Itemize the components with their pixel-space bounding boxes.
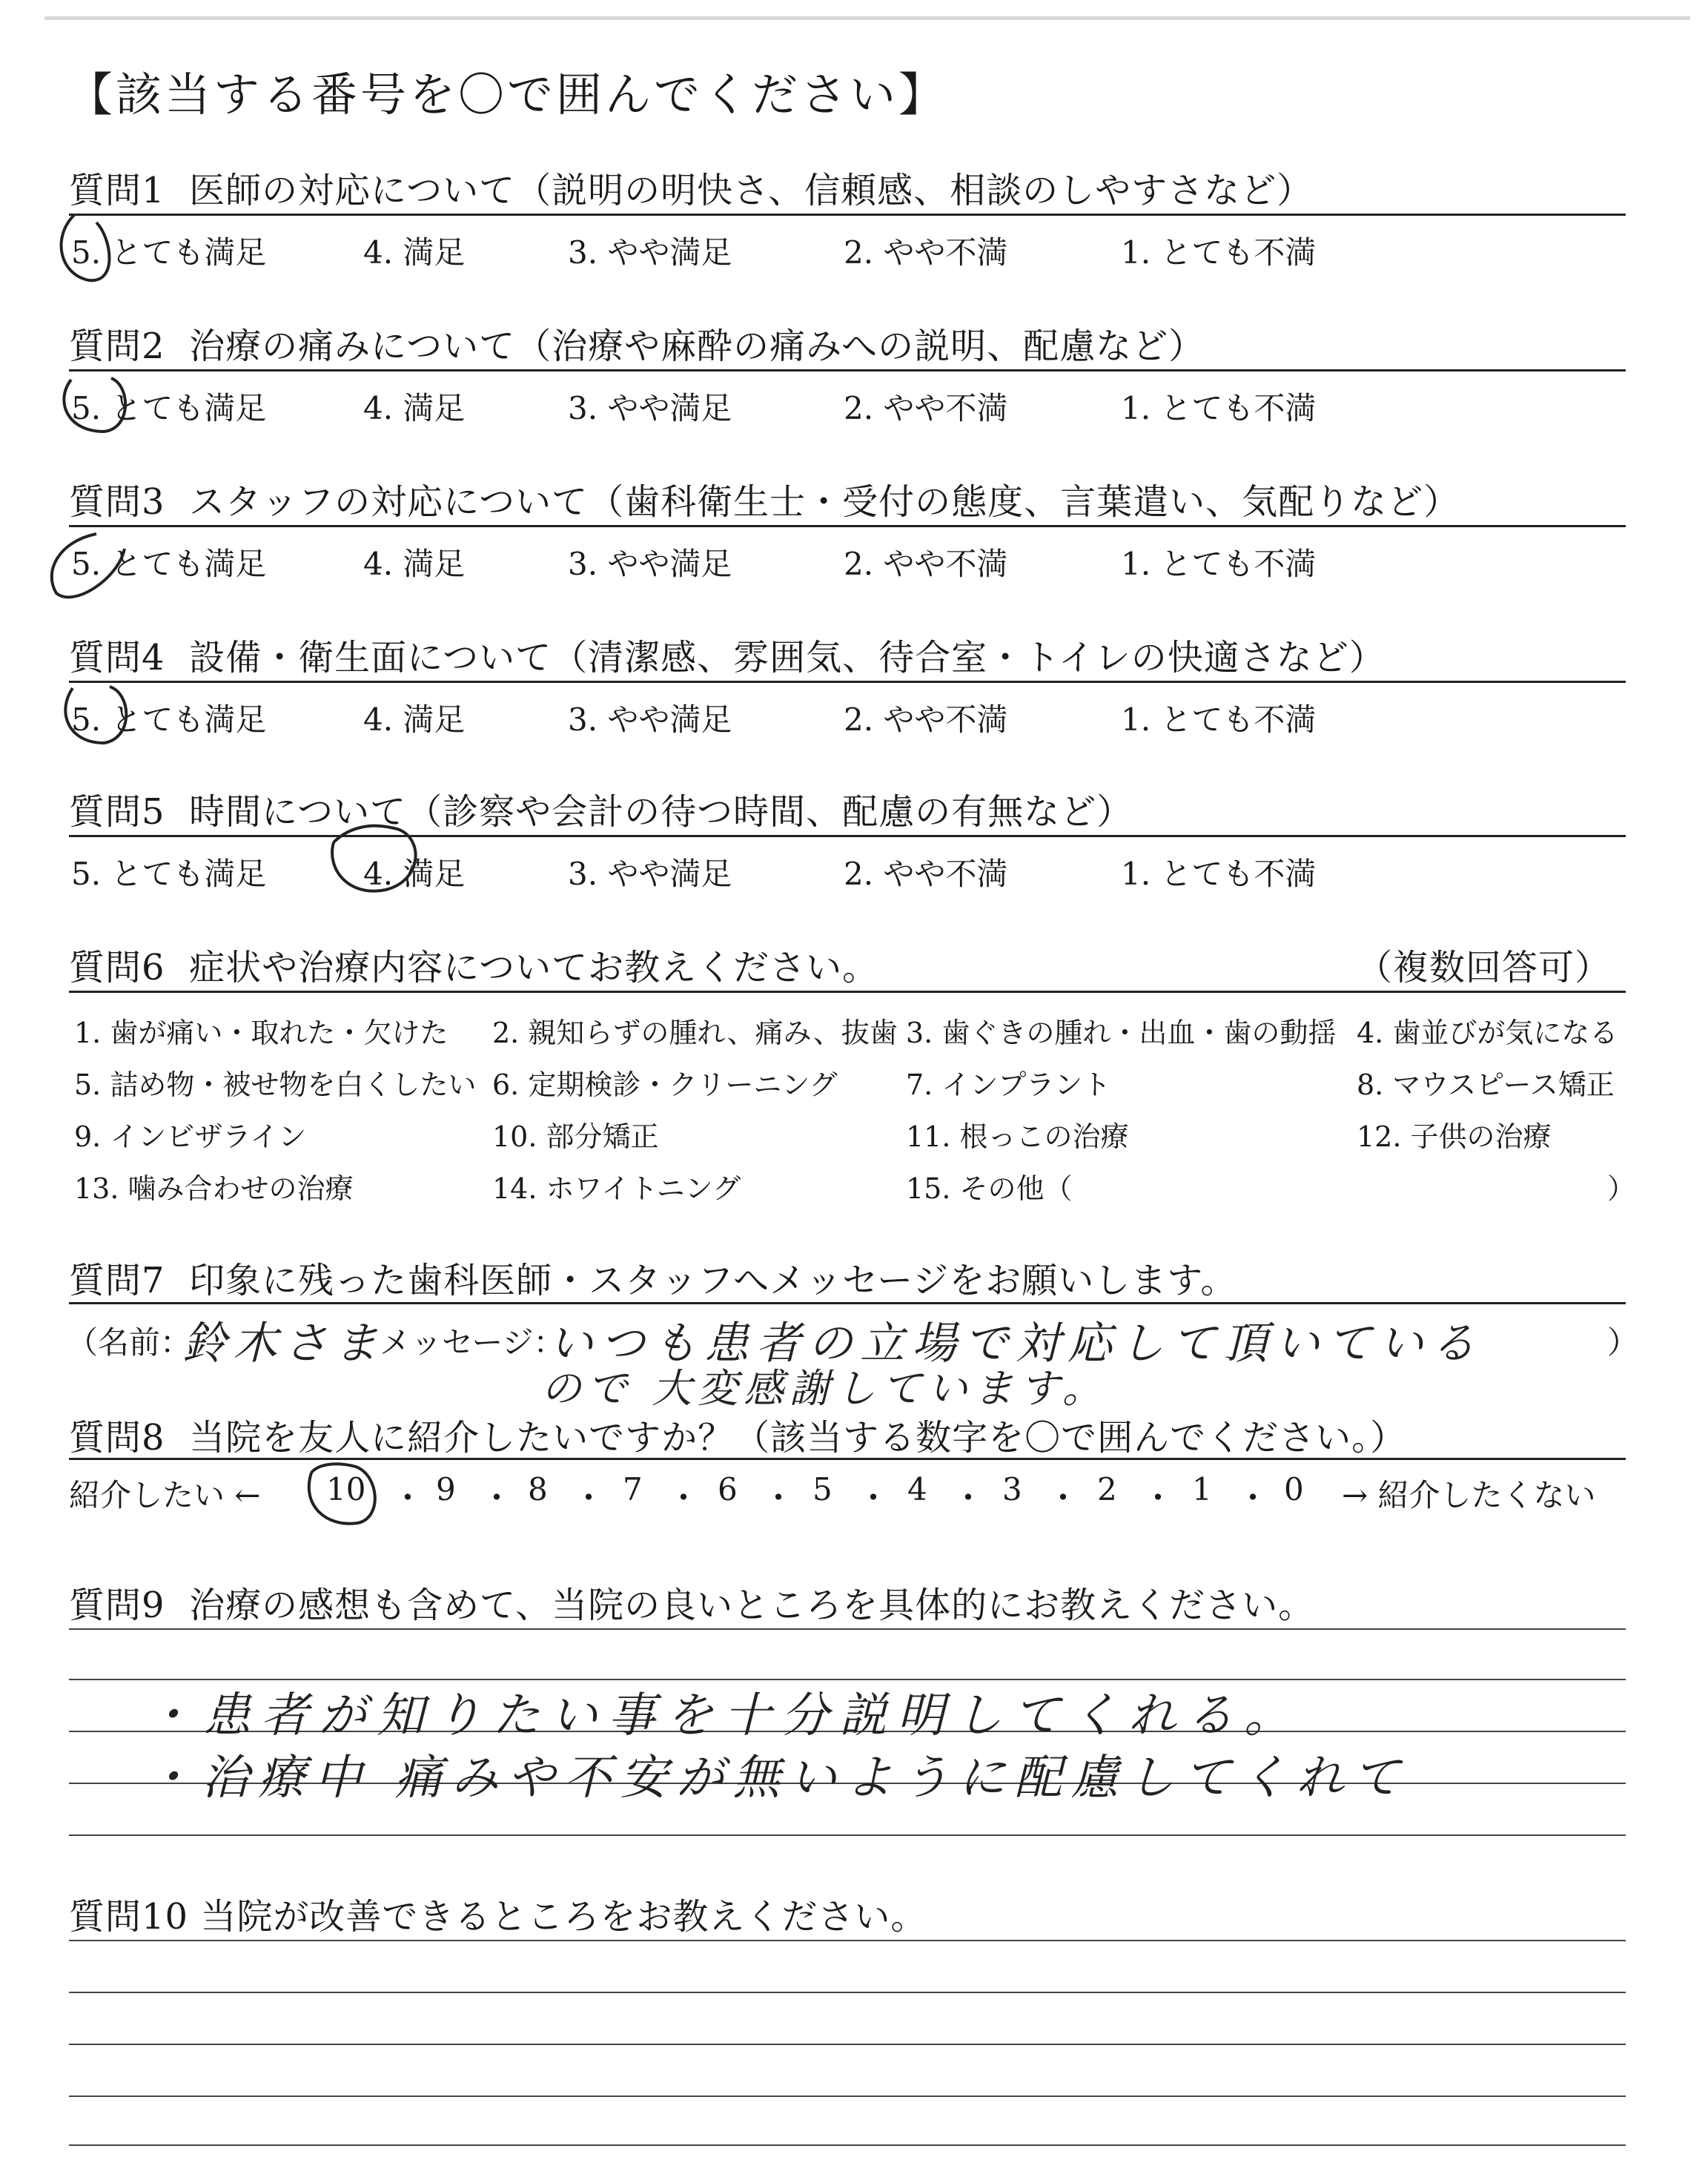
question-3-rule xyxy=(69,525,1626,527)
q7-name-value[interactable]: 鈴木さま xyxy=(182,1318,384,1370)
question-5-rule xyxy=(69,835,1626,837)
q3-option-2[interactable]: 2. やや不満 xyxy=(844,546,1008,582)
question-7 xyxy=(69,1252,1237,1303)
question-6-text: 症状や治療内容についてお教えください。 xyxy=(189,947,879,988)
q8-scale-6[interactable]: 6 xyxy=(718,1471,738,1507)
q7-name-label: （名前： xyxy=(67,1324,192,1361)
q3-option-3[interactable]: 3. やや満足 xyxy=(568,546,732,582)
q8-scale-7[interactable]: 7 xyxy=(623,1471,643,1507)
q6-option-12[interactable]: 12. 子供の治療 xyxy=(1357,1120,1552,1153)
q8-scale-3[interactable]: 3 xyxy=(1002,1471,1022,1507)
q6-option-7[interactable]: 7. インプラント xyxy=(906,1069,1111,1101)
question-7-rule xyxy=(69,1302,1626,1304)
q4-option-5[interactable]: 5. とても満足 xyxy=(71,701,267,738)
question-10-text: 当院が改善できるところをお教えください。 xyxy=(200,1896,927,1938)
question-6-note: （複数回答可） xyxy=(1357,947,1612,988)
q2-option-5[interactable]: 5. とても満足 xyxy=(71,390,267,426)
question-8-label: 質問8 xyxy=(69,1417,165,1459)
question-3-text: スタッフの対応について（歯科衛生士・受付の態度、言葉遣い、気配りなど） xyxy=(189,481,1460,523)
q8-scale-1[interactable]: 1 xyxy=(1192,1471,1212,1507)
q8-left-label: 紹介したい ← xyxy=(69,1477,261,1513)
question-2-text: 治療の痛みについて（治療や麻酔の痛みへの説明、配慮など） xyxy=(189,326,1205,367)
q8-separator: ・ xyxy=(667,1479,700,1517)
q8-separator: ・ xyxy=(762,1479,795,1517)
question-7-label: 質問7 xyxy=(69,1260,165,1301)
q1-option-5[interactable]: 5. とても満足 xyxy=(71,234,267,271)
question-1-rule xyxy=(69,214,1626,216)
question-5-text: 時間について（診察や会計の待つ時間、配慮の有無など） xyxy=(189,791,1133,833)
q8-separator: ・ xyxy=(391,1479,424,1517)
q6-option-4[interactable]: 4. 歯並びが気になる xyxy=(1357,1017,1618,1049)
q6-option-9[interactable]: 9. インビザライン xyxy=(74,1120,307,1153)
question-1-text: 医師の対応について（説明の明快さ、信頼感、相談のしやすさなど） xyxy=(189,170,1314,211)
question-6 xyxy=(69,939,878,990)
q10-answer-line xyxy=(69,1940,1626,1941)
question-9-text: 治療の感想も含めて、当院の良いところを具体的にお教えください。 xyxy=(189,1585,1315,1626)
q3-option-5[interactable]: 5. とても満足 xyxy=(71,546,267,582)
q10-answer-line xyxy=(69,2095,1626,2097)
question-9 xyxy=(69,1576,1314,1628)
question-1 xyxy=(69,162,1313,213)
q1-option-2[interactable]: 2. やや不満 xyxy=(844,234,1008,271)
question-9-label: 質問9 xyxy=(69,1585,165,1626)
q6-option-13[interactable]: 13. 噛み合わせの治療 xyxy=(74,1172,354,1205)
q9-answer-line xyxy=(69,1834,1626,1836)
question-4-rule xyxy=(69,681,1626,683)
q5-option-4[interactable]: 4. 満足 xyxy=(363,856,466,892)
q9-answer-line xyxy=(69,1628,1626,1630)
q5-option-3[interactable]: 3. やや満足 xyxy=(568,856,732,892)
question-1-label: 質問1 xyxy=(69,170,165,211)
q1-option-4[interactable]: 4. 満足 xyxy=(363,234,466,271)
question-6-label: 質問6 xyxy=(69,947,165,988)
q6-option-15-close: ） xyxy=(1607,1172,1636,1205)
q8-scale-5[interactable]: 5 xyxy=(812,1471,833,1507)
q5-option-1[interactable]: 1. とても不満 xyxy=(1121,856,1317,892)
q8-scale-9[interactable]: 9 xyxy=(436,1471,456,1507)
question-8-text: 当院を友人に紹介したいですか？（該当する数字を〇で囲んでください。） xyxy=(189,1417,1407,1459)
question-5-label: 質問5 xyxy=(69,791,165,833)
q9-answer-line-2[interactable]: ・治療中 痛みや不安が無いように配慮してくれて xyxy=(145,1751,1409,1806)
q1-option-3[interactable]: 3. やや満足 xyxy=(568,234,732,271)
q9-answer-line-1[interactable]: ・患者が知りたい事を十分説明してくれる。 xyxy=(145,1688,1302,1743)
q2-option-3[interactable]: 3. やや満足 xyxy=(568,390,732,426)
q10-answer-line xyxy=(69,2044,1626,2045)
question-2-label: 質問2 xyxy=(69,326,165,367)
q6-option-8[interactable]: 8. マウスピース矯正 xyxy=(1357,1069,1615,1101)
q1-option-1[interactable]: 1. とても不満 xyxy=(1121,234,1317,271)
q8-separator: ・ xyxy=(572,1479,605,1517)
question-4 xyxy=(69,629,1386,680)
q10-answer-line xyxy=(69,2144,1626,2146)
q8-separator: ・ xyxy=(952,1479,984,1517)
question-8-rule xyxy=(69,1458,1626,1460)
q4-option-1[interactable]: 1. とても不満 xyxy=(1121,701,1317,738)
q8-scale-10[interactable]: 10 xyxy=(326,1471,366,1507)
q8-scale-0[interactable]: 0 xyxy=(1284,1471,1304,1507)
q6-option-10[interactable]: 10. 部分矯正 xyxy=(492,1120,659,1153)
q6-option-2[interactable]: 2. 親知らずの腫れ、痛み、抜歯 xyxy=(492,1017,898,1049)
question-7-text: 印象に残った歯科医師・スタッフへメッセージをお願いします。 xyxy=(189,1260,1237,1301)
q7-message-line-1[interactable]: いつも患者の立場で対応して頂いている xyxy=(549,1318,1483,1370)
question-2 xyxy=(69,317,1205,369)
question-6-rule xyxy=(69,991,1626,993)
q2-option-1[interactable]: 1. とても不満 xyxy=(1121,390,1317,426)
q8-separator: ・ xyxy=(480,1479,513,1517)
q3-option-4[interactable]: 4. 満足 xyxy=(363,546,466,582)
top-edge-line xyxy=(44,16,1690,20)
q3-option-1[interactable]: 1. とても不満 xyxy=(1121,546,1317,582)
q5-option-2[interactable]: 2. やや不満 xyxy=(844,856,1008,892)
q8-scale-4[interactable]: 4 xyxy=(907,1471,927,1507)
q5-option-5[interactable]: 5. とても満足 xyxy=(71,856,267,892)
question-4-label: 質問4 xyxy=(69,637,165,678)
page-title: 【該当する番号を〇で囲んでください】 xyxy=(67,67,948,122)
q6-option-11[interactable]: 11. 根っこの治療 xyxy=(906,1120,1129,1153)
question-4-text: 設備・衛生面について（清潔感、雰囲気、待合室・トイレの快適さなど） xyxy=(189,637,1386,678)
q8-separator: ・ xyxy=(1237,1479,1269,1517)
question-5 xyxy=(69,783,1133,834)
q6-option-1[interactable]: 1. 歯が痛い・取れた・欠けた xyxy=(74,1017,448,1049)
q10-answer-line xyxy=(69,1992,1626,1993)
q8-scale-8[interactable]: 8 xyxy=(528,1471,548,1507)
question-8 xyxy=(69,1409,1406,1460)
question-10 xyxy=(69,1888,927,1939)
q4-option-2[interactable]: 2. やや不満 xyxy=(844,701,1008,738)
question-3-label: 質問3 xyxy=(69,481,165,523)
q4-option-3[interactable]: 3. やや満足 xyxy=(568,701,732,738)
q8-separator: ・ xyxy=(1142,1479,1174,1517)
q2-option-4[interactable]: 4. 満足 xyxy=(363,390,466,426)
q6-option-15[interactable]: 15. その他（ xyxy=(906,1172,1073,1205)
question-2-rule xyxy=(69,369,1626,371)
question-3 xyxy=(69,473,1460,524)
q6-option-6[interactable]: 6. 定期検診・クリーニング xyxy=(492,1069,838,1101)
q6-option-3[interactable]: 3. 歯ぐきの腫れ・出血・歯の動揺 xyxy=(906,1017,1337,1049)
q2-option-2[interactable]: 2. やや不満 xyxy=(844,390,1008,426)
q7-close-paren: ） xyxy=(1607,1324,1639,1361)
q8-right-label: → 紹介したくない xyxy=(1342,1477,1596,1513)
q6-option-14[interactable]: 14. ホワイトニング xyxy=(492,1172,741,1205)
q6-option-5[interactable]: 5. 詰め物・被せ物を白くしたい xyxy=(74,1069,477,1101)
q7-message-line-2[interactable]: ので 大変感謝しています。 xyxy=(541,1365,1108,1412)
q8-scale-2[interactable]: 2 xyxy=(1097,1471,1117,1507)
q8-separator: ・ xyxy=(1047,1479,1079,1517)
question-10-label: 質問10 xyxy=(69,1896,189,1938)
q8-separator: ・ xyxy=(857,1479,890,1517)
q4-option-4[interactable]: 4. 満足 xyxy=(363,701,466,738)
q7-message-label: メッセージ： xyxy=(380,1324,565,1361)
